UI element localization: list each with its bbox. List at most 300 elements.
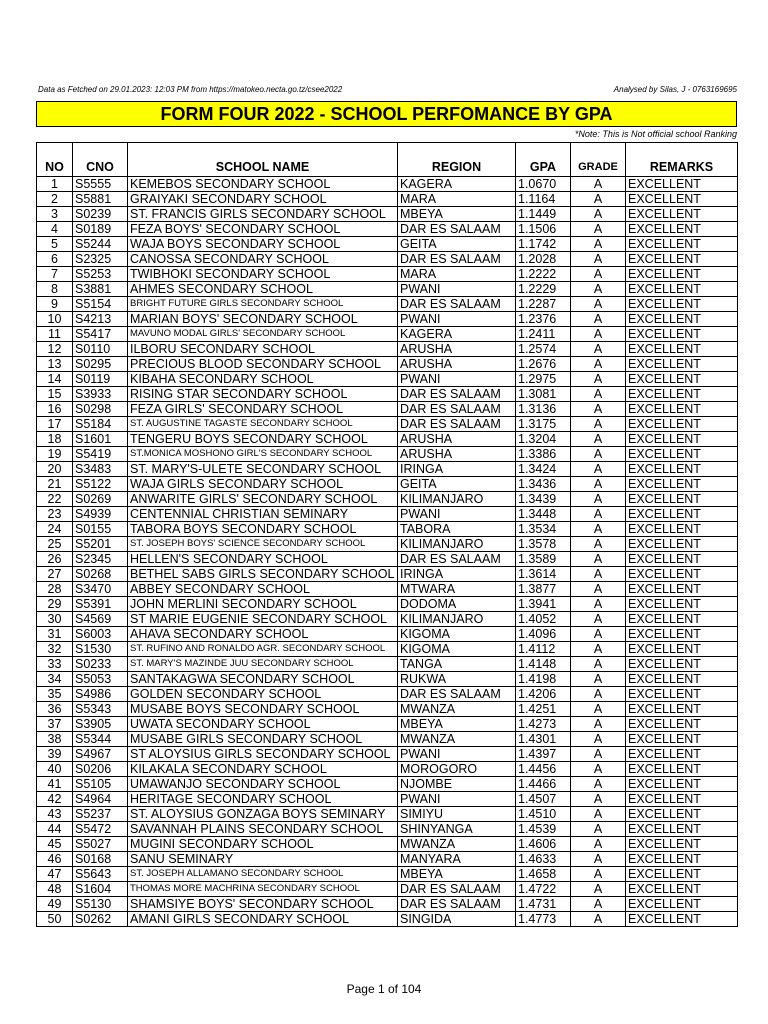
grade: A — [571, 522, 626, 537]
row-number: 13 — [37, 357, 73, 372]
grade: A — [571, 207, 626, 222]
table-row — [37, 207, 738, 222]
school-name: HELLEN'S SECONDARY SCHOOL — [128, 552, 398, 567]
table-row — [37, 252, 738, 267]
gpa-value: 1.2287 — [516, 297, 571, 312]
row-number: 15 — [37, 387, 73, 402]
gpa-value: 1.4510 — [516, 807, 571, 822]
row-number: 10 — [37, 312, 73, 327]
region: DAR ES SALAAM — [398, 687, 516, 702]
remarks: EXCELLENT — [626, 417, 738, 432]
center-number: S5201 — [73, 537, 128, 552]
center-number: S5053 — [73, 672, 128, 687]
gpa-value: 1.3614 — [516, 567, 571, 582]
school-name: TABORA BOYS SECONDARY SCHOOL — [128, 522, 398, 537]
region: DAR ES SALAAM — [398, 387, 516, 402]
center-number: S1530 — [73, 642, 128, 657]
row-number: 47 — [37, 867, 73, 882]
grade: A — [571, 342, 626, 357]
grade: A — [571, 312, 626, 327]
table-row — [37, 732, 738, 747]
region: DAR ES SALAAM — [398, 402, 516, 417]
table-row — [37, 312, 738, 327]
school-name: ST MARIE EUGENIE SECONDARY SCHOOL — [128, 612, 398, 627]
ranking-table — [36, 142, 738, 927]
gpa-value: 1.4466 — [516, 777, 571, 792]
region: KILIMANJARO — [398, 492, 516, 507]
gpa-value: 1.4148 — [516, 657, 571, 672]
center-number: S3881 — [73, 282, 128, 297]
grade: A — [571, 807, 626, 822]
remarks: EXCELLENT — [626, 657, 738, 672]
school-name: MUGINI SECONDARY SCHOOL — [128, 837, 398, 852]
table-header-row — [37, 143, 738, 177]
row-number: 50 — [37, 912, 73, 927]
gpa-value: 1.2028 — [516, 252, 571, 267]
grade: A — [571, 612, 626, 627]
school-name: UWATA SECONDARY SCHOOL — [128, 717, 398, 732]
table-row — [37, 612, 738, 627]
center-number: S5237 — [73, 807, 128, 822]
grade: A — [571, 822, 626, 837]
table-row — [37, 222, 738, 237]
remarks: EXCELLENT — [626, 867, 738, 882]
gpa-value: 1.3175 — [516, 417, 571, 432]
remarks: EXCELLENT — [626, 522, 738, 537]
gpa-value: 1.1742 — [516, 237, 571, 252]
region: DAR ES SALAAM — [398, 252, 516, 267]
row-number: 30 — [37, 612, 73, 627]
region: PWANI — [398, 792, 516, 807]
gpa-value: 1.4539 — [516, 822, 571, 837]
gpa-value: 1.4112 — [516, 642, 571, 657]
table-row — [37, 657, 738, 672]
remarks: EXCELLENT — [626, 387, 738, 402]
row-number: 25 — [37, 537, 73, 552]
school-name: ST ALOYSIUS GIRLS SECONDARY SCHOOL — [128, 747, 398, 762]
gpa-value: 1.0670 — [516, 177, 571, 192]
gpa-value: 1.4658 — [516, 867, 571, 882]
gpa-value: 1.4606 — [516, 837, 571, 852]
center-number: S0262 — [73, 912, 128, 927]
gpa-value: 1.2676 — [516, 357, 571, 372]
remarks: EXCELLENT — [626, 582, 738, 597]
grade: A — [571, 432, 626, 447]
column-header-remarks: REMARKS — [626, 143, 738, 177]
table-row — [37, 402, 738, 417]
remarks: EXCELLENT — [626, 447, 738, 462]
table-row — [37, 387, 738, 402]
school-name: KIBAHA SECONDARY SCHOOL — [128, 372, 398, 387]
remarks: EXCELLENT — [626, 552, 738, 567]
table-row — [37, 837, 738, 852]
center-number: S3470 — [73, 582, 128, 597]
region: MWANZA — [398, 702, 516, 717]
table-row — [37, 327, 738, 342]
grade: A — [571, 657, 626, 672]
region: MBEYA — [398, 717, 516, 732]
row-number: 22 — [37, 492, 73, 507]
school-name: ANWARITE GIRLS' SECONDARY SCHOOL — [128, 492, 398, 507]
center-number: S5472 — [73, 822, 128, 837]
grade: A — [571, 597, 626, 612]
table-row — [37, 552, 738, 567]
grade: A — [571, 627, 626, 642]
region: ARUSHA — [398, 342, 516, 357]
remarks: EXCELLENT — [626, 702, 738, 717]
center-number: S5391 — [73, 597, 128, 612]
remarks: EXCELLENT — [626, 237, 738, 252]
center-number: S0168 — [73, 852, 128, 867]
school-name: MUSABE GIRLS SECONDARY SCHOOL — [128, 732, 398, 747]
grade: A — [571, 372, 626, 387]
row-number: 8 — [37, 282, 73, 297]
table-body — [37, 177, 738, 927]
grade: A — [571, 192, 626, 207]
school-name: SANU SEMINARY — [128, 852, 398, 867]
row-number: 5 — [37, 237, 73, 252]
remarks: EXCELLENT — [626, 672, 738, 687]
region: ARUSHA — [398, 447, 516, 462]
school-name: GRAIYAKI SECONDARY SCHOOL — [128, 192, 398, 207]
center-number: S4986 — [73, 687, 128, 702]
grade: A — [571, 492, 626, 507]
school-name: MAVUNO MODAL GIRLS' SECONDARY SCHOOL — [128, 327, 398, 342]
gpa-value: 1.4301 — [516, 732, 571, 747]
center-number: S3905 — [73, 717, 128, 732]
school-name: PRECIOUS BLOOD SECONDARY SCHOOL — [128, 357, 398, 372]
region: RUKWA — [398, 672, 516, 687]
remarks: EXCELLENT — [626, 882, 738, 897]
region: DAR ES SALAAM — [398, 222, 516, 237]
region: IRINGA — [398, 567, 516, 582]
gpa-value: 1.2376 — [516, 312, 571, 327]
column-header-grade: GRADE — [571, 143, 626, 177]
region: PWANI — [398, 282, 516, 297]
remarks: EXCELLENT — [626, 432, 738, 447]
table-row — [37, 807, 738, 822]
remarks: EXCELLENT — [626, 642, 738, 657]
grade: A — [571, 717, 626, 732]
remarks: EXCELLENT — [626, 312, 738, 327]
table-row — [37, 717, 738, 732]
center-number: S2325 — [73, 252, 128, 267]
remarks: EXCELLENT — [626, 777, 738, 792]
grade: A — [571, 387, 626, 402]
center-number: S4939 — [73, 507, 128, 522]
row-number: 48 — [37, 882, 73, 897]
region: SIMIYU — [398, 807, 516, 822]
table-row — [37, 282, 738, 297]
school-name: SHAMSIYE BOYS' SECONDARY SCHOOL — [128, 897, 398, 912]
remarks: EXCELLENT — [626, 687, 738, 702]
table-row — [37, 522, 738, 537]
row-number: 1 — [37, 177, 73, 192]
grade: A — [571, 867, 626, 882]
row-number: 45 — [37, 837, 73, 852]
center-number: S5105 — [73, 777, 128, 792]
grade: A — [571, 222, 626, 237]
school-name: BETHEL SABS GIRLS SECONDARY SCHOOL — [128, 567, 398, 582]
row-number: 29 — [37, 597, 73, 612]
table-row — [37, 777, 738, 792]
school-name: ABBEY SECONDARY SCHOOL — [128, 582, 398, 597]
row-number: 49 — [37, 897, 73, 912]
gpa-value: 1.1506 — [516, 222, 571, 237]
school-name: TENGERU BOYS SECONDARY SCHOOL — [128, 432, 398, 447]
school-name: SAVANNAH PLAINS SECONDARY SCHOOL — [128, 822, 398, 837]
region: PWANI — [398, 372, 516, 387]
grade: A — [571, 507, 626, 522]
school-name: ST. ALOYSIUS GONZAGA BOYS SEMINARY — [128, 807, 398, 822]
school-name: ST. MARY'S-ULETE SECONDARY SCHOOL — [128, 462, 398, 477]
table-row — [37, 432, 738, 447]
region: SINGIDA — [398, 912, 516, 927]
center-number: S0268 — [73, 567, 128, 582]
remarks: EXCELLENT — [626, 477, 738, 492]
school-name: UMAWANJO SECONDARY SCHOOL — [128, 777, 398, 792]
region: MOROGORO — [398, 762, 516, 777]
remarks: EXCELLENT — [626, 342, 738, 357]
grade: A — [571, 582, 626, 597]
center-number: S4569 — [73, 612, 128, 627]
remarks: EXCELLENT — [626, 267, 738, 282]
region: KILIMANJARO — [398, 612, 516, 627]
column-header-school-name: SCHOOL NAME — [128, 143, 398, 177]
row-number: 26 — [37, 552, 73, 567]
row-number: 7 — [37, 267, 73, 282]
gpa-value: 1.3386 — [516, 447, 571, 462]
remarks: EXCELLENT — [626, 297, 738, 312]
grade: A — [571, 447, 626, 462]
center-number: S0269 — [73, 492, 128, 507]
school-name: AHAVA SECONDARY SCHOOL — [128, 627, 398, 642]
region: KAGERA — [398, 327, 516, 342]
region: TABORA — [398, 522, 516, 537]
center-number: S5027 — [73, 837, 128, 852]
region: KIGOMA — [398, 627, 516, 642]
center-number: S0233 — [73, 657, 128, 672]
region: TANGA — [398, 657, 516, 672]
gpa-value: 1.3589 — [516, 552, 571, 567]
grade: A — [571, 267, 626, 282]
row-number: 11 — [37, 327, 73, 342]
school-name: THOMAS MORE MACHRINA SECONDARY SCHOOL — [128, 882, 398, 897]
grade: A — [571, 297, 626, 312]
table-row — [37, 342, 738, 357]
remarks: EXCELLENT — [626, 612, 738, 627]
grade: A — [571, 897, 626, 912]
row-number: 39 — [37, 747, 73, 762]
remarks: EXCELLENT — [626, 372, 738, 387]
region: ARUSHA — [398, 357, 516, 372]
remarks: EXCELLENT — [626, 852, 738, 867]
grade: A — [571, 912, 626, 927]
table-row — [37, 912, 738, 927]
region: DAR ES SALAAM — [398, 882, 516, 897]
remarks: EXCELLENT — [626, 897, 738, 912]
grade: A — [571, 237, 626, 252]
column-header-no: NO — [37, 143, 73, 177]
gpa-value: 1.4507 — [516, 792, 571, 807]
center-number: S3933 — [73, 387, 128, 402]
school-name: SANTAKAGWA SECONDARY SCHOOL — [128, 672, 398, 687]
center-number: S5130 — [73, 897, 128, 912]
grade: A — [571, 357, 626, 372]
school-name: AHMES SECONDARY SCHOOL — [128, 282, 398, 297]
row-number: 17 — [37, 417, 73, 432]
row-number: 31 — [37, 627, 73, 642]
region: GEITA — [398, 237, 516, 252]
gpa-value: 1.3204 — [516, 432, 571, 447]
center-number: S5154 — [73, 297, 128, 312]
remarks: EXCELLENT — [626, 822, 738, 837]
table-row — [37, 462, 738, 477]
gpa-value: 1.3578 — [516, 537, 571, 552]
center-number: S2345 — [73, 552, 128, 567]
gpa-value: 1.4206 — [516, 687, 571, 702]
gpa-value: 1.3424 — [516, 462, 571, 477]
center-number: S3483 — [73, 462, 128, 477]
gpa-value: 1.1164 — [516, 192, 571, 207]
grade: A — [571, 642, 626, 657]
gpa-value: 1.4052 — [516, 612, 571, 627]
table-row — [37, 672, 738, 687]
table-row — [37, 357, 738, 372]
center-number: S5244 — [73, 237, 128, 252]
table-row — [37, 267, 738, 282]
center-number: S0206 — [73, 762, 128, 777]
row-number: 18 — [37, 432, 73, 447]
table-row — [37, 447, 738, 462]
remarks: EXCELLENT — [626, 597, 738, 612]
school-name: ST. JOSEPH ALLAMANO SECONDARY SCHOOL — [128, 867, 398, 882]
center-number: S0239 — [73, 207, 128, 222]
school-name: CENTENNIAL CHRISTIAN SEMINARY — [128, 507, 398, 522]
document-title: FORM FOUR 2022 - SCHOOL PERFOMANCE BY GPA — [36, 101, 737, 127]
region: DAR ES SALAAM — [398, 552, 516, 567]
gpa-value: 1.4456 — [516, 762, 571, 777]
school-name: HERITAGE SECONDARY SCHOOL — [128, 792, 398, 807]
row-number: 14 — [37, 372, 73, 387]
row-number: 32 — [37, 642, 73, 657]
region: KILIMANJARO — [398, 537, 516, 552]
gpa-value: 1.3941 — [516, 597, 571, 612]
row-number: 44 — [37, 822, 73, 837]
center-number: S4964 — [73, 792, 128, 807]
center-number: S0110 — [73, 342, 128, 357]
region: MARA — [398, 192, 516, 207]
gpa-value: 1.4273 — [516, 717, 571, 732]
grade: A — [571, 282, 626, 297]
row-number: 27 — [37, 567, 73, 582]
region: MBEYA — [398, 207, 516, 222]
source-note: Data as Fetched on 29.01.2023: 12:03 PM from https://matokeo.necta.go.tz/csee2022 — [38, 85, 343, 94]
row-number: 46 — [37, 852, 73, 867]
remarks: EXCELLENT — [626, 177, 738, 192]
region: KAGERA — [398, 177, 516, 192]
grade: A — [571, 687, 626, 702]
table-row — [37, 192, 738, 207]
row-number: 6 — [37, 252, 73, 267]
row-number: 19 — [37, 447, 73, 462]
region: DAR ES SALAAM — [398, 297, 516, 312]
center-number: S5344 — [73, 732, 128, 747]
remarks: EXCELLENT — [626, 492, 738, 507]
gpa-value: 1.2229 — [516, 282, 571, 297]
school-name: ST. FRANCIS GIRLS SECONDARY SCHOOL — [128, 207, 398, 222]
gpa-value: 1.3081 — [516, 387, 571, 402]
center-number: S0119 — [73, 372, 128, 387]
gpa-value: 1.3136 — [516, 402, 571, 417]
school-name: WAJA GIRLS SECONDARY SCHOOL — [128, 477, 398, 492]
school-name: MUSABE BOYS SECONDARY SCHOOL — [128, 702, 398, 717]
table-row — [37, 747, 738, 762]
row-number: 42 — [37, 792, 73, 807]
grade: A — [571, 567, 626, 582]
row-number: 33 — [37, 657, 73, 672]
gpa-value: 1.4251 — [516, 702, 571, 717]
remarks: EXCELLENT — [626, 627, 738, 642]
remarks: EXCELLENT — [626, 327, 738, 342]
row-number: 35 — [37, 687, 73, 702]
row-number: 2 — [37, 192, 73, 207]
remarks: EXCELLENT — [626, 537, 738, 552]
remarks: EXCELLENT — [626, 252, 738, 267]
gpa-value: 1.3439 — [516, 492, 571, 507]
center-number: S1604 — [73, 882, 128, 897]
region: GEITA — [398, 477, 516, 492]
grade: A — [571, 537, 626, 552]
row-number: 28 — [37, 582, 73, 597]
table-row — [37, 792, 738, 807]
school-name: FEZA BOYS' SECONDARY SCHOOL — [128, 222, 398, 237]
grade: A — [571, 402, 626, 417]
remarks: EXCELLENT — [626, 207, 738, 222]
school-name: ST. RUFINO AND RONALDO AGR. SECONDARY SCHOOL — [128, 642, 398, 657]
table-row — [37, 537, 738, 552]
table-row — [37, 882, 738, 897]
region: MTWARA — [398, 582, 516, 597]
grade: A — [571, 177, 626, 192]
row-number: 34 — [37, 672, 73, 687]
school-name: AMANI GIRLS SECONDARY SCHOOL — [128, 912, 398, 927]
table-row — [37, 492, 738, 507]
gpa-value: 1.3534 — [516, 522, 571, 537]
table-row — [37, 177, 738, 192]
gpa-value: 1.2574 — [516, 342, 571, 357]
remarks: EXCELLENT — [626, 732, 738, 747]
column-header-region: REGION — [398, 143, 516, 177]
table-row — [37, 237, 738, 252]
row-number: 24 — [37, 522, 73, 537]
school-name: RISING STAR SECONDARY SCHOOL — [128, 387, 398, 402]
region: KIGOMA — [398, 642, 516, 657]
center-number: S0155 — [73, 522, 128, 537]
region: SHINYANGA — [398, 822, 516, 837]
table-row — [37, 897, 738, 912]
region: MARA — [398, 267, 516, 282]
center-number: S5643 — [73, 867, 128, 882]
region: MANYARA — [398, 852, 516, 867]
center-number: S0298 — [73, 402, 128, 417]
grade: A — [571, 462, 626, 477]
grade: A — [571, 552, 626, 567]
gpa-value: 1.2411 — [516, 327, 571, 342]
row-number: 21 — [37, 477, 73, 492]
grade: A — [571, 672, 626, 687]
center-number: S4967 — [73, 747, 128, 762]
